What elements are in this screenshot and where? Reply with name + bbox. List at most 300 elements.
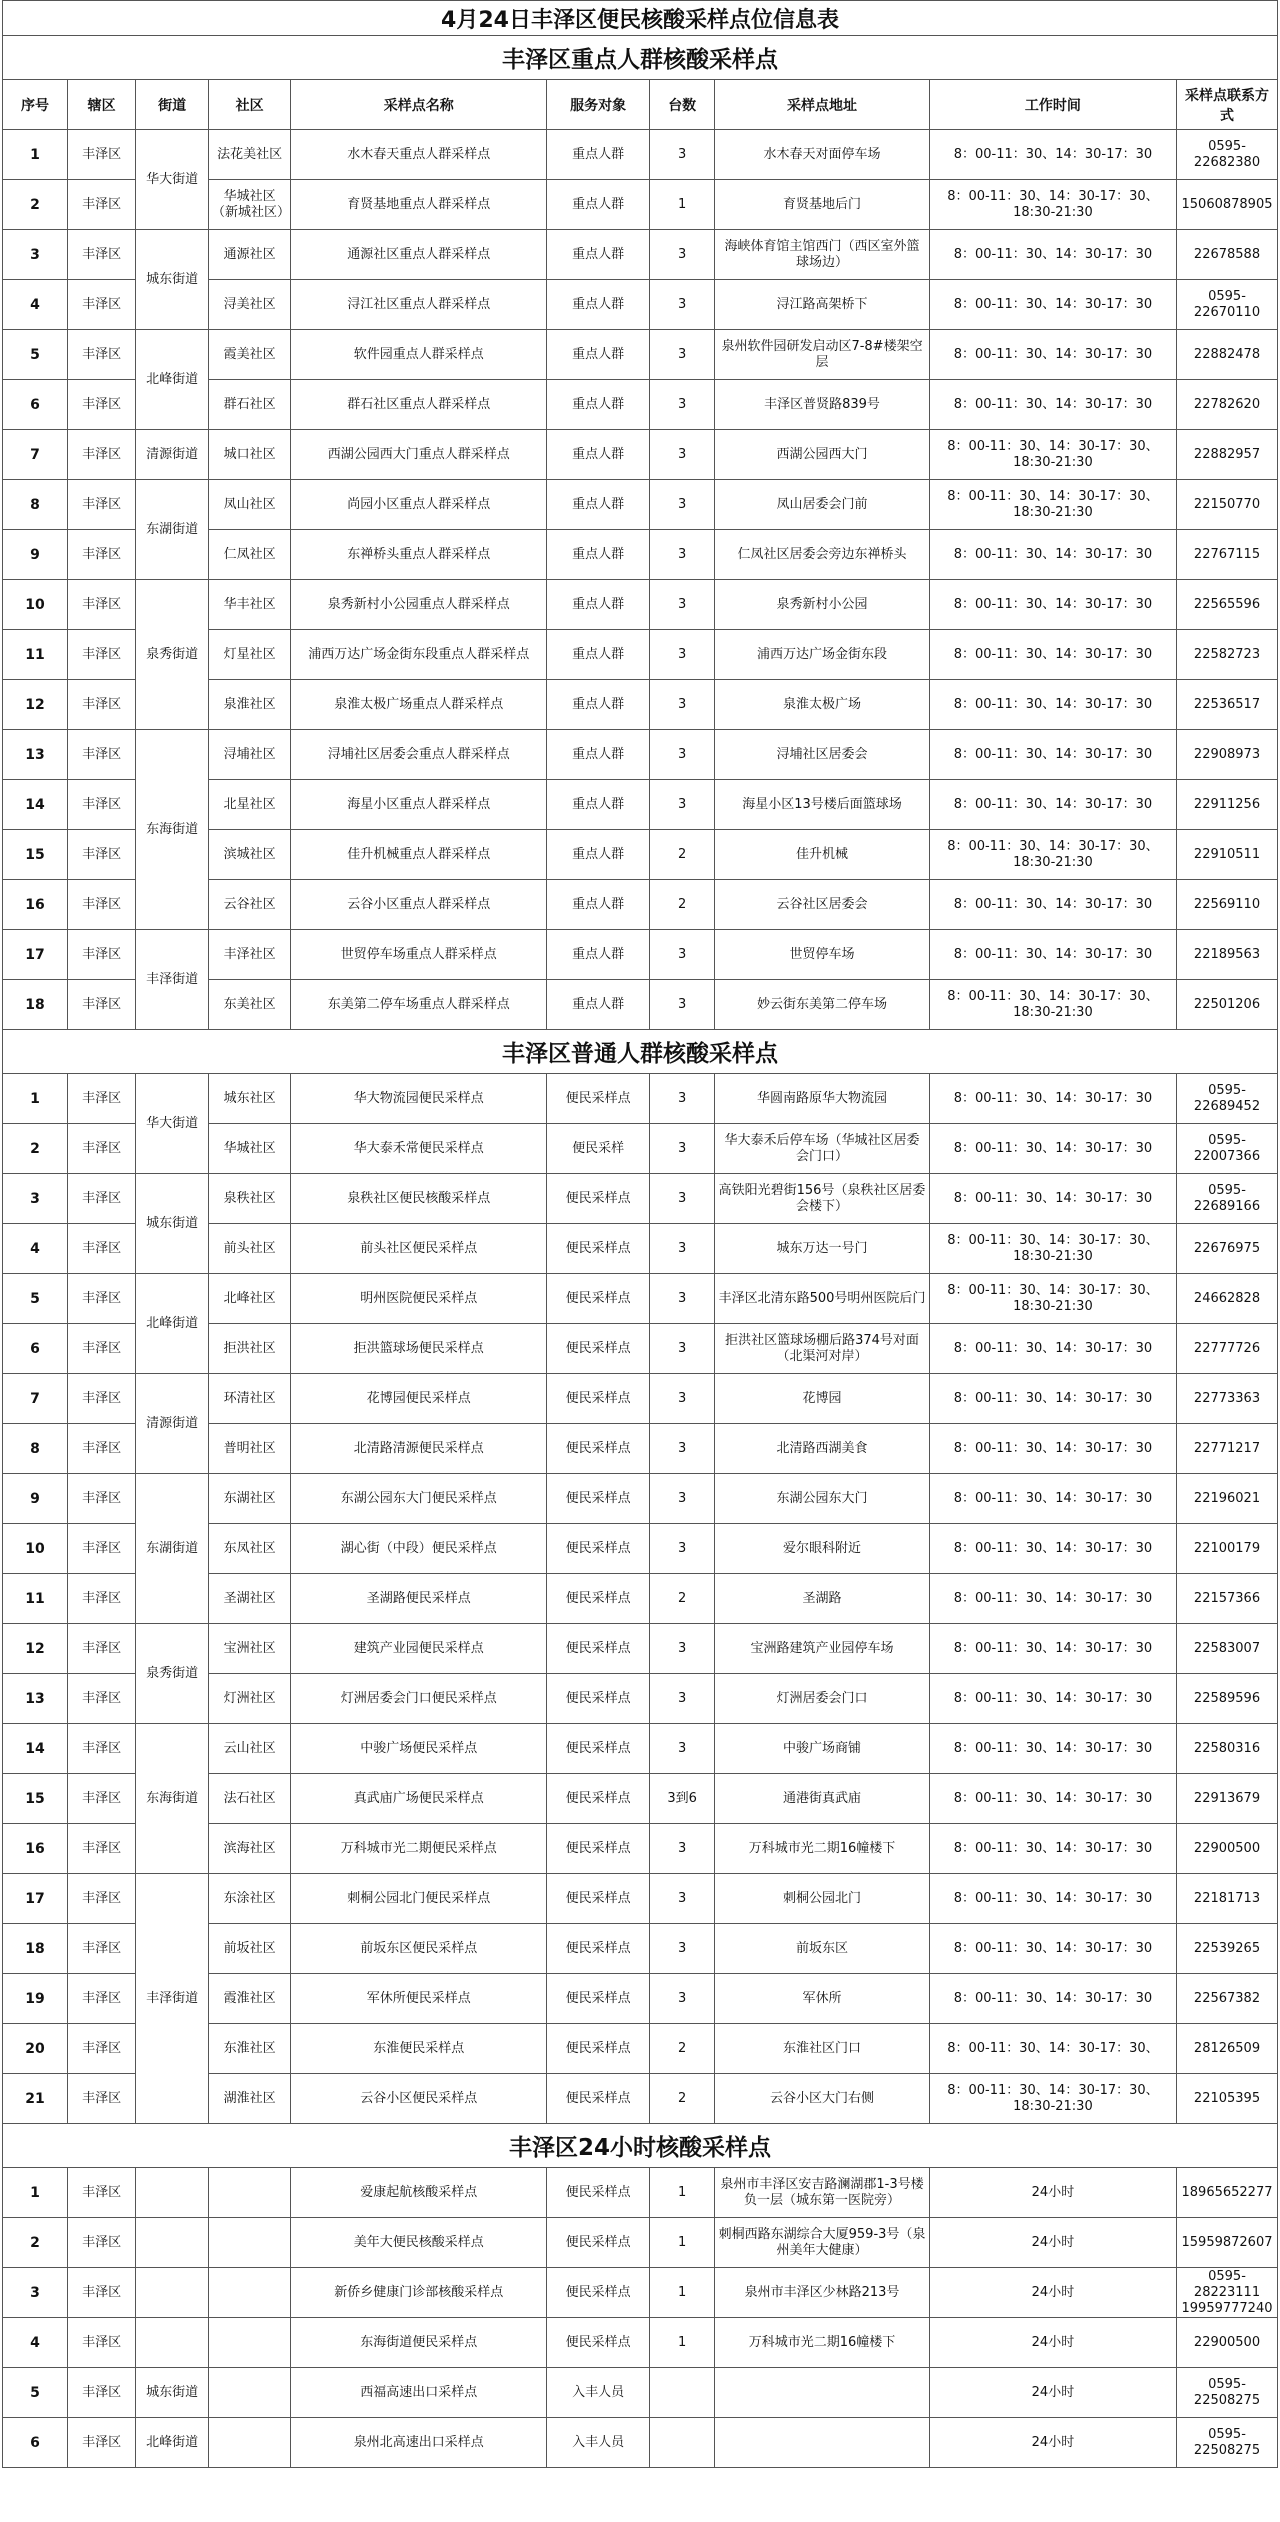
site-name-cell: 群石社区重点人群采样点 xyxy=(291,380,547,430)
site-name-cell: 真武庙广场便民采样点 xyxy=(291,1774,547,1824)
contact-cell: 22565596 xyxy=(1177,580,1278,630)
contact-cell: 22536517 xyxy=(1177,680,1278,730)
row-number: 13 xyxy=(3,730,68,780)
site-name-cell: 爱康起航核酸采样点 xyxy=(291,2168,547,2218)
district-cell: 丰泽区 xyxy=(68,2168,136,2218)
district-cell: 丰泽区 xyxy=(68,980,136,1030)
street-cell xyxy=(136,2168,209,2218)
station-count-cell: 1 xyxy=(650,2318,715,2368)
work-hours-cell: 8：00-11：30、14：30-17：30 xyxy=(929,780,1176,830)
district-cell: 丰泽区 xyxy=(68,530,136,580)
row-number: 17 xyxy=(3,930,68,980)
station-count-cell: 3 xyxy=(650,1924,715,1974)
community-cell: 宝洲社区 xyxy=(208,1624,290,1674)
contact-cell: 22569110 xyxy=(1177,880,1278,930)
column-header-community: 社区 xyxy=(208,80,290,130)
district-cell: 丰泽区 xyxy=(68,1924,136,1974)
table-row xyxy=(3,1174,1278,1224)
site-name-cell: 万科城市光二期便民采样点 xyxy=(291,1824,547,1874)
site-name-cell: 云谷小区便民采样点 xyxy=(291,2074,547,2124)
address-cell: 万科城市光二期16幢楼下 xyxy=(715,1824,930,1874)
service-target-cell: 重点人群 xyxy=(547,880,650,930)
station-count-cell: 3 xyxy=(650,1724,715,1774)
street-cell: 城东街道 xyxy=(136,2368,209,2418)
address-cell: 凤山居委会门前 xyxy=(715,480,930,530)
work-hours-cell: 8：00-11：30、14：30-17：30 xyxy=(929,230,1176,280)
service-target-cell: 便民采样点 xyxy=(547,2024,650,2074)
work-hours-cell: 8：00-11：30、14：30-17：30、 xyxy=(929,2024,1176,2074)
contact-cell: 22908973 xyxy=(1177,730,1278,780)
contact-cell: 22196021 xyxy=(1177,1474,1278,1524)
street-cell: 泉秀街道 xyxy=(136,1624,209,1724)
service-target-cell: 便民采样点 xyxy=(547,1324,650,1374)
street-cell: 华大街道 xyxy=(136,130,209,230)
community-cell: 丰泽社区 xyxy=(208,930,290,980)
service-target-cell: 重点人群 xyxy=(547,930,650,980)
district-cell: 丰泽区 xyxy=(68,2368,136,2418)
address-cell: 育贤基地后门 xyxy=(715,180,930,230)
column-header-hours: 工作时间 xyxy=(929,80,1176,130)
station-count-cell: 3 xyxy=(650,780,715,830)
service-target-cell: 重点人群 xyxy=(547,280,650,330)
sampling-sites-table xyxy=(2,0,1278,2468)
row-number: 18 xyxy=(3,1924,68,1974)
address-cell: 拒洪社区篮球场棚后路374号对面（北渠河对岸） xyxy=(715,1324,930,1374)
site-name-cell: 水木春天重点人群采样点 xyxy=(291,130,547,180)
row-number: 6 xyxy=(3,2418,68,2468)
address-cell: 圣湖路 xyxy=(715,1574,930,1624)
station-count-cell: 3 xyxy=(650,1274,715,1324)
work-hours-cell: 8：00-11：30、14：30-17：30 xyxy=(929,1574,1176,1624)
address-cell: 东湖公园东大门 xyxy=(715,1474,930,1524)
street-cell: 泉秀街道 xyxy=(136,580,209,730)
address-cell: 高铁阳光碧街156号（泉秩社区居委会楼下） xyxy=(715,1174,930,1224)
service-target-cell: 便民采样点 xyxy=(547,1674,650,1724)
contact-cell: 22911256 xyxy=(1177,780,1278,830)
work-hours-cell: 8：00-11：30、14：30-17：30 xyxy=(929,930,1176,980)
contact-cell: 22100179 xyxy=(1177,1524,1278,1574)
work-hours-cell: 8：00-11：30、14：30-17：30 xyxy=(929,630,1176,680)
site-name-cell: 佳升机械重点人群采样点 xyxy=(291,830,547,880)
address-cell: 海星小区13号楼后面篮球场 xyxy=(715,780,930,830)
service-target-cell: 便民采样点 xyxy=(547,1224,650,1274)
address-cell: 刺桐公园北门 xyxy=(715,1874,930,1924)
work-hours-cell: 24小时 xyxy=(929,2418,1176,2468)
work-hours-cell: 8：00-11：30、14：30-17：30 xyxy=(929,1424,1176,1474)
address-cell: 爱尔眼科附近 xyxy=(715,1524,930,1574)
address-cell: 水木春天对面停车场 xyxy=(715,130,930,180)
community-cell: 华城社区（新城社区） xyxy=(208,180,290,230)
address-cell: 华圆南路原华大物流园 xyxy=(715,1074,930,1124)
address-cell: 中骏广场商铺 xyxy=(715,1724,930,1774)
street-cell: 东湖街道 xyxy=(136,1474,209,1624)
community-cell: 湖淮社区 xyxy=(208,2074,290,2124)
station-count-cell: 3 xyxy=(650,130,715,180)
site-name-cell: 华大物流园便民采样点 xyxy=(291,1074,547,1124)
row-number: 16 xyxy=(3,880,68,930)
station-count-cell: 2 xyxy=(650,880,715,930)
row-number: 11 xyxy=(3,630,68,680)
address-cell: 云谷小区大门右侧 xyxy=(715,2074,930,2124)
station-count-cell: 3 xyxy=(650,230,715,280)
row-number: 4 xyxy=(3,280,68,330)
station-count-cell: 1 xyxy=(650,2218,715,2268)
address-cell: 泉州市丰泽区少林路213号 xyxy=(715,2268,930,2318)
station-count-cell: 3 xyxy=(650,680,715,730)
section-title: 丰泽区重点人群核酸采样点 xyxy=(3,36,1278,80)
table-row xyxy=(3,2318,1278,2368)
community-cell: 华丰社区 xyxy=(208,580,290,630)
district-cell: 丰泽区 xyxy=(68,1724,136,1774)
station-count-cell: 3 xyxy=(650,1524,715,1574)
district-cell: 丰泽区 xyxy=(68,1224,136,1274)
district-cell: 丰泽区 xyxy=(68,1874,136,1924)
site-name-cell: 东美第二停车场重点人群采样点 xyxy=(291,980,547,1030)
service-target-cell: 便民采样点 xyxy=(547,1174,650,1224)
address-cell: 世贸停车场 xyxy=(715,930,930,980)
site-name-cell: 海星小区重点人群采样点 xyxy=(291,780,547,830)
service-target-cell: 重点人群 xyxy=(547,230,650,280)
row-number: 1 xyxy=(3,1074,68,1124)
work-hours-cell: 24小时 xyxy=(929,2268,1176,2318)
site-name-cell: 软件园重点人群采样点 xyxy=(291,330,547,380)
row-number: 13 xyxy=(3,1674,68,1724)
contact-cell: 22150770 xyxy=(1177,480,1278,530)
station-count-cell: 3 xyxy=(650,980,715,1030)
table-row xyxy=(3,2218,1278,2268)
row-number: 20 xyxy=(3,2024,68,2074)
section-title-row xyxy=(3,1030,1278,1074)
contact-cell: 22157366 xyxy=(1177,1574,1278,1624)
district-cell: 丰泽区 xyxy=(68,780,136,830)
district-cell: 丰泽区 xyxy=(68,2268,136,2318)
district-cell: 丰泽区 xyxy=(68,1424,136,1474)
district-cell: 丰泽区 xyxy=(68,2024,136,2074)
street-cell: 城东街道 xyxy=(136,230,209,330)
community-cell: 云谷社区 xyxy=(208,880,290,930)
work-hours-cell: 8：00-11：30、14：30-17：30 xyxy=(929,1974,1176,2024)
work-hours-cell: 8：00-11：30、14：30-17：30 xyxy=(929,680,1176,730)
contact-cell: 0595-22508275 xyxy=(1177,2418,1278,2468)
district-cell: 丰泽区 xyxy=(68,1674,136,1724)
section-title-row xyxy=(3,36,1278,80)
contact-cell: 22900500 xyxy=(1177,2318,1278,2368)
contact-cell: 22539265 xyxy=(1177,1924,1278,1974)
section-title-row xyxy=(3,2124,1278,2168)
row-number: 11 xyxy=(3,1574,68,1624)
service-target-cell: 重点人群 xyxy=(547,430,650,480)
address-cell: 西湖公园西大门 xyxy=(715,430,930,480)
station-count-cell: 3 xyxy=(650,280,715,330)
station-count-cell: 3 xyxy=(650,1874,715,1924)
station-count-cell: 3 xyxy=(650,1624,715,1674)
contact-cell: 22583007 xyxy=(1177,1624,1278,1674)
community-cell: 普明社区 xyxy=(208,1424,290,1474)
address-cell: 泉秀新村小公园 xyxy=(715,580,930,630)
site-name-cell: 刺桐公园北门便民采样点 xyxy=(291,1874,547,1924)
site-name-cell: 建筑产业园便民采样点 xyxy=(291,1624,547,1674)
work-hours-cell: 8：00-11：30、14：30-17：30 xyxy=(929,580,1176,630)
district-cell: 丰泽区 xyxy=(68,380,136,430)
work-hours-cell: 8：00-11：30、14：30-17：30 xyxy=(929,1174,1176,1224)
site-name-cell: 世贸停车场重点人群采样点 xyxy=(291,930,547,980)
contact-cell: 0595-22682380 xyxy=(1177,130,1278,180)
table-row xyxy=(3,1724,1278,1774)
district-cell: 丰泽区 xyxy=(68,1774,136,1824)
work-hours-cell: 8：00-11：30、14：30-17：30 xyxy=(929,1074,1176,1124)
contact-cell: 24662828 xyxy=(1177,1274,1278,1324)
service-target-cell: 便民采样点 xyxy=(547,1924,650,1974)
community-cell xyxy=(208,2418,290,2468)
row-number: 17 xyxy=(3,1874,68,1924)
community-cell: 北峰社区 xyxy=(208,1274,290,1324)
table-row xyxy=(3,480,1278,530)
service-target-cell: 便民采样点 xyxy=(547,1624,650,1674)
district-cell: 丰泽区 xyxy=(68,1124,136,1174)
contact-cell: 0595-22689452 xyxy=(1177,1074,1278,1124)
district-cell: 丰泽区 xyxy=(68,280,136,330)
service-target-cell: 便民采样点 xyxy=(547,1074,650,1124)
street-cell: 北峰街道 xyxy=(136,2418,209,2468)
contact-cell: 22580316 xyxy=(1177,1724,1278,1774)
contact-cell: 22105395 xyxy=(1177,2074,1278,2124)
district-cell: 丰泽区 xyxy=(68,1974,136,2024)
work-hours-cell: 8：00-11：30、14：30-17：30 xyxy=(929,730,1176,780)
work-hours-cell: 8：00-11：30、14：30-17：30 xyxy=(929,380,1176,430)
street-cell xyxy=(136,2268,209,2318)
community-cell: 城口社区 xyxy=(208,430,290,480)
site-name-cell: 东湖公园东大门便民采样点 xyxy=(291,1474,547,1524)
station-count-cell: 3 xyxy=(650,580,715,630)
service-target-cell: 重点人群 xyxy=(547,380,650,430)
community-cell: 前头社区 xyxy=(208,1224,290,1274)
row-number: 12 xyxy=(3,680,68,730)
contact-cell: 28126509 xyxy=(1177,2024,1278,2074)
address-cell: 花博园 xyxy=(715,1374,930,1424)
district-cell: 丰泽区 xyxy=(68,430,136,480)
station-count-cell: 1 xyxy=(650,180,715,230)
site-name-cell: 云谷小区重点人群采样点 xyxy=(291,880,547,930)
work-hours-cell: 8：00-11：30、14：30-17：30、18:30-21:30 xyxy=(929,980,1176,1030)
site-name-cell: 泉淮太极广场重点人群采样点 xyxy=(291,680,547,730)
service-target-cell: 便民采样点 xyxy=(547,1824,650,1874)
address-cell: 云谷社区居委会 xyxy=(715,880,930,930)
street-cell: 东湖街道 xyxy=(136,480,209,580)
site-name-cell: 浔埔社区居委会重点人群采样点 xyxy=(291,730,547,780)
address-cell: 浦西万达广场金街东段 xyxy=(715,630,930,680)
work-hours-cell: 8：00-11：30、14：30-17：30 xyxy=(929,1524,1176,1574)
street-cell: 华大街道 xyxy=(136,1074,209,1174)
row-number: 2 xyxy=(3,2218,68,2268)
work-hours-cell: 24小时 xyxy=(929,2218,1176,2268)
address-cell: 通港街真武庙 xyxy=(715,1774,930,1824)
table-row xyxy=(3,430,1278,480)
contact-cell: 22900500 xyxy=(1177,1824,1278,1874)
station-count-cell: 3 xyxy=(650,1474,715,1524)
station-count-cell: 3 xyxy=(650,1174,715,1224)
station-count-cell: 3 xyxy=(650,1124,715,1174)
row-number: 15 xyxy=(3,1774,68,1824)
site-name-cell: 灯洲居委会门口便民采样点 xyxy=(291,1674,547,1724)
station-count-cell: 3 xyxy=(650,380,715,430)
service-target-cell: 入丰人员 xyxy=(547,2368,650,2418)
community-cell: 城东社区 xyxy=(208,1074,290,1124)
site-name-cell: 通源社区重点人群采样点 xyxy=(291,230,547,280)
service-target-cell: 重点人群 xyxy=(547,530,650,580)
community-cell: 仁凤社区 xyxy=(208,530,290,580)
row-number: 18 xyxy=(3,980,68,1030)
district-cell: 丰泽区 xyxy=(68,1474,136,1524)
service-target-cell: 便民采样点 xyxy=(547,1774,650,1824)
row-number: 14 xyxy=(3,780,68,830)
column-header-count: 台数 xyxy=(650,80,715,130)
row-number: 14 xyxy=(3,1724,68,1774)
community-cell: 霞美社区 xyxy=(208,330,290,380)
work-hours-cell: 8：00-11：30、14：30-17：30 xyxy=(929,330,1176,380)
table-row xyxy=(3,230,1278,280)
table-row xyxy=(3,1274,1278,1324)
district-cell: 丰泽区 xyxy=(68,1274,136,1324)
community-cell: 东湖社区 xyxy=(208,1474,290,1524)
station-count-cell: 3 xyxy=(650,1224,715,1274)
street-cell: 丰泽街道 xyxy=(136,1874,209,2124)
table-row xyxy=(3,1624,1278,1674)
row-number: 12 xyxy=(3,1624,68,1674)
site-name-cell: 明州医院便民采样点 xyxy=(291,1274,547,1324)
work-hours-cell: 8：00-11：30、14：30-17：30、18:30-21:30 xyxy=(929,180,1176,230)
site-name-cell: 东海街道便民采样点 xyxy=(291,2318,547,2368)
community-cell: 东美社区 xyxy=(208,980,290,1030)
table-row xyxy=(3,730,1278,780)
service-target-cell: 便民采样点 xyxy=(547,1424,650,1474)
row-number: 6 xyxy=(3,380,68,430)
station-count-cell: 1 xyxy=(650,2168,715,2218)
station-count-cell: 3 xyxy=(650,630,715,680)
row-number: 21 xyxy=(3,2074,68,2124)
district-cell: 丰泽区 xyxy=(68,2218,136,2268)
table-row xyxy=(3,2168,1278,2218)
street-cell: 清源街道 xyxy=(136,430,209,480)
district-cell: 丰泽区 xyxy=(68,1824,136,1874)
service-target-cell: 重点人群 xyxy=(547,680,650,730)
section-title: 丰泽区普通人群核酸采样点 xyxy=(3,1030,1278,1074)
community-cell xyxy=(208,2318,290,2368)
address-cell: 妙云街东美第二停车场 xyxy=(715,980,930,1030)
table-row xyxy=(3,2268,1278,2318)
district-cell: 丰泽区 xyxy=(68,1574,136,1624)
table-row xyxy=(3,130,1278,180)
station-count-cell xyxy=(650,2368,715,2418)
community-cell: 法石社区 xyxy=(208,1774,290,1824)
community-cell: 滨城社区 xyxy=(208,830,290,880)
contact-cell: 22913679 xyxy=(1177,1774,1278,1824)
work-hours-cell: 8：00-11：30、14：30-17：30 xyxy=(929,1624,1176,1674)
address-cell: 丰泽区普贤路839号 xyxy=(715,380,930,430)
address-cell: 宝洲路建筑产业园停车场 xyxy=(715,1624,930,1674)
site-name-cell: 东淮便民采样点 xyxy=(291,2024,547,2074)
community-cell: 圣湖社区 xyxy=(208,1574,290,1624)
row-number: 3 xyxy=(3,1174,68,1224)
site-name-cell: 湖心街（中段）便民采样点 xyxy=(291,1524,547,1574)
site-name-cell: 中骏广场便民采样点 xyxy=(291,1724,547,1774)
work-hours-cell: 8：00-11：30、14：30-17：30 xyxy=(929,1774,1176,1824)
street-cell: 东海街道 xyxy=(136,1724,209,1874)
station-count-cell: 3 xyxy=(650,480,715,530)
site-name-cell: 美年大便民核酸采样点 xyxy=(291,2218,547,2268)
community-cell: 北星社区 xyxy=(208,780,290,830)
district-cell: 丰泽区 xyxy=(68,1374,136,1424)
service-target-cell: 便民采样点 xyxy=(547,1874,650,1924)
community-cell: 群石社区 xyxy=(208,380,290,430)
work-hours-cell: 8：00-11：30、14：30-17：30、18:30-21:30 xyxy=(929,2074,1176,2124)
contact-cell: 22501206 xyxy=(1177,980,1278,1030)
community-cell: 东淮社区 xyxy=(208,2024,290,2074)
site-name-cell: 尚园小区重点人群采样点 xyxy=(291,480,547,530)
community-cell: 滨海社区 xyxy=(208,1824,290,1874)
site-name-cell: 军休所便民采样点 xyxy=(291,1974,547,2024)
station-count-cell: 2 xyxy=(650,2074,715,2124)
row-number: 5 xyxy=(3,330,68,380)
station-count-cell: 2 xyxy=(650,1574,715,1624)
district-cell: 丰泽区 xyxy=(68,1174,136,1224)
service-target-cell: 便民采样点 xyxy=(547,2218,650,2268)
address-cell: 泉淮太极广场 xyxy=(715,680,930,730)
row-number: 5 xyxy=(3,1274,68,1324)
street-cell: 北峰街道 xyxy=(136,1274,209,1374)
service-target-cell: 便民采样点 xyxy=(547,2168,650,2218)
column-header-no: 序号 xyxy=(3,80,68,130)
contact-cell: 22589596 xyxy=(1177,1674,1278,1724)
service-target-cell: 便民采样点 xyxy=(547,1374,650,1424)
work-hours-cell: 8：00-11：30、14：30-17：30 xyxy=(929,1124,1176,1174)
district-cell: 丰泽区 xyxy=(68,730,136,780)
service-target-cell: 便民采样点 xyxy=(547,1474,650,1524)
table-row xyxy=(3,930,1278,980)
address-cell: 丰泽区北清东路500号明州医院后门 xyxy=(715,1274,930,1324)
work-hours-cell: 8：00-11：30、14：30-17：30 xyxy=(929,530,1176,580)
title-row xyxy=(3,1,1278,36)
district-cell: 丰泽区 xyxy=(68,830,136,880)
service-target-cell: 重点人群 xyxy=(547,130,650,180)
community-cell xyxy=(208,2218,290,2268)
site-name-cell: 拒洪篮球场便民采样点 xyxy=(291,1324,547,1374)
service-target-cell: 重点人群 xyxy=(547,730,650,780)
site-name-cell: 浦西万达广场金街东段重点人群采样点 xyxy=(291,630,547,680)
district-cell: 丰泽区 xyxy=(68,1074,136,1124)
community-cell xyxy=(208,2368,290,2418)
community-cell: 灯洲社区 xyxy=(208,1674,290,1724)
station-count-cell: 3 xyxy=(650,1974,715,2024)
street-cell: 北峰街道 xyxy=(136,330,209,430)
table-row xyxy=(3,1874,1278,1924)
work-hours-cell: 8：00-11：30、14：30-17：30 xyxy=(929,1474,1176,1524)
district-cell: 丰泽区 xyxy=(68,630,136,680)
district-cell: 丰泽区 xyxy=(68,2418,136,2468)
service-target-cell: 便民采样点 xyxy=(547,1724,650,1774)
contact-cell: 18965652277 xyxy=(1177,2168,1278,2218)
address-cell: 海峡体育馆主馆西门（西区室外篮球场边） xyxy=(715,230,930,280)
address-cell: 前坂东区 xyxy=(715,1924,930,1974)
service-target-cell: 重点人群 xyxy=(547,630,650,680)
site-name-cell: 圣湖路便民采样点 xyxy=(291,1574,547,1624)
contact-cell: 0595-22007366 xyxy=(1177,1124,1278,1174)
row-number: 2 xyxy=(3,1124,68,1174)
service-target-cell: 便民采样 xyxy=(547,1124,650,1174)
table-row xyxy=(3,1374,1278,1424)
address-cell: 城东万达一号门 xyxy=(715,1224,930,1274)
station-count-cell: 3 xyxy=(650,1674,715,1724)
column-header-target: 服务对象 xyxy=(547,80,650,130)
